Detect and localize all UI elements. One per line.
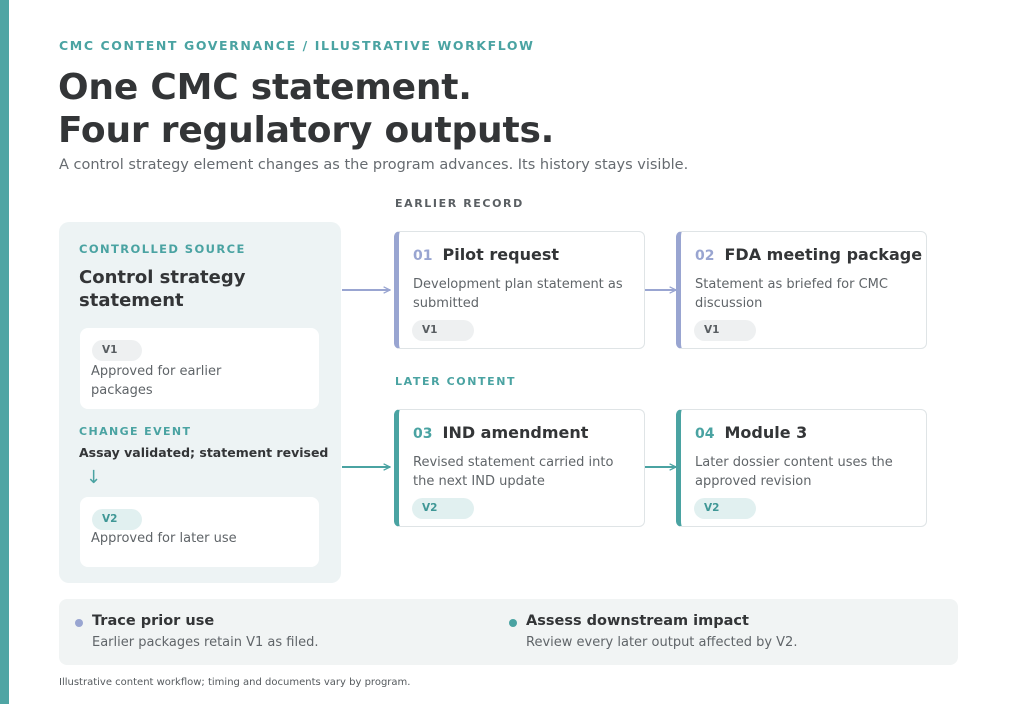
- version-1-text: Approved for earlier packages: [91, 364, 222, 398]
- action-text: Earlier packages retain V1 as filed.: [92, 635, 319, 650]
- output-card-04: [676, 409, 927, 527]
- later-content-label: LATER CONTENT: [395, 375, 517, 388]
- source-eyebrow: CONTROLLED SOURCE: [79, 242, 246, 256]
- output-number: 01: [413, 248, 433, 264]
- action-title: Trace prior use: [92, 613, 215, 629]
- version-1-pill: V1: [92, 340, 142, 361]
- version-2-text: Approved for later use: [91, 531, 237, 546]
- output-number: 02: [695, 248, 715, 264]
- page-subtitle: A control strategy element changes as the program advances. Its history stays visible.: [59, 157, 689, 173]
- bullet-dot-icon: [509, 619, 517, 627]
- change-event-text: Assay validated; statement revised: [79, 445, 329, 460]
- output-card-02: [676, 231, 927, 349]
- action-summary-bar: [59, 599, 958, 665]
- output-number: 03: [413, 426, 433, 442]
- title-line-2: Four regulatory outputs.: [58, 110, 555, 151]
- output-version-pill: V1: [694, 320, 756, 341]
- change-event-eyebrow: CHANGE EVENT: [79, 425, 192, 438]
- output-card-03: [394, 409, 645, 527]
- output-title: IND amendment: [442, 423, 589, 442]
- output-title: FDA meeting package: [724, 245, 923, 264]
- left-accent-bar: [0, 0, 9, 704]
- output-title: Module 3: [724, 423, 808, 442]
- output-description: Revised statement carried into the next IND update: [413, 455, 614, 489]
- page-title: [58, 66, 554, 152]
- output-description: Development plan statement as submitted: [413, 277, 623, 311]
- bullet-dot-icon: [75, 619, 83, 627]
- version-2-card: [80, 497, 319, 567]
- controlled-source-panel: [59, 222, 341, 583]
- output-version-pill: V1: [412, 320, 474, 341]
- output-version-pill: V2: [694, 498, 756, 519]
- output-version-pill: V2: [412, 498, 474, 519]
- version-2-pill: V2: [92, 509, 142, 530]
- title-line-1: One CMC statement.: [58, 67, 472, 108]
- action-text: Review every later output affected by V2.: [526, 635, 798, 650]
- version-1-card: [80, 328, 319, 409]
- down-arrow-icon: ↓: [86, 467, 102, 488]
- output-title: Pilot request: [442, 245, 559, 264]
- source-title: Control strategy statement: [79, 267, 246, 311]
- page-eyebrow: CMC CONTENT GOVERNANCE / ILLUSTRATIVE WORKFLOW: [59, 38, 535, 53]
- footnote: Illustrative content workflow; timing and documents vary by program.: [59, 677, 411, 688]
- output-description: Statement as briefed for CMC discussion: [695, 277, 888, 311]
- output-number: 04: [695, 426, 715, 442]
- output-description: Later dossier content uses the approved revision: [695, 455, 893, 489]
- output-card-01: [394, 231, 645, 349]
- action-title: Assess downstream impact: [526, 613, 749, 629]
- earlier-record-label: EARLIER RECORD: [395, 197, 524, 210]
